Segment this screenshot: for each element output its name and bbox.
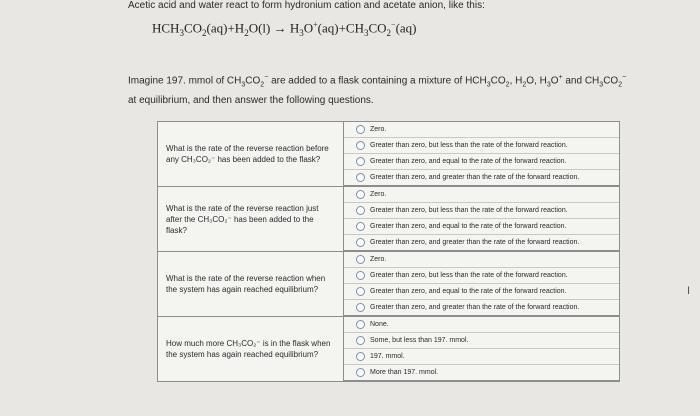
answer-option[interactable]: Greater than zero, and greater than the rate of the forward reaction. xyxy=(344,300,619,316)
question-row xyxy=(158,122,620,187)
question-text: What is the rate of the reverse reaction just after the CH₃CO₂⁻ has been added to the flask? xyxy=(158,187,344,252)
answer-option[interactable]: Zero. xyxy=(344,122,619,138)
radio-button-icon[interactable] xyxy=(356,141,365,150)
radio-button-icon[interactable] xyxy=(356,238,365,247)
radio-button-icon[interactable] xyxy=(356,368,365,377)
answer-option[interactable]: Greater than zero, but less than the rate of the forward reaction. xyxy=(344,203,619,219)
radio-button-icon[interactable] xyxy=(356,320,365,329)
radio-button-icon[interactable] xyxy=(356,157,365,166)
answer-options xyxy=(344,317,620,382)
questions-table xyxy=(157,121,620,382)
answer-option[interactable]: Some, but less than 197. mmol. xyxy=(344,333,619,349)
question-text: How much more CH₃CO₂⁻ is in the flask when the system has again reached equilibrium? xyxy=(158,317,344,382)
answer-option[interactable]: Greater than zero, but less than the rate of the forward reaction. xyxy=(344,268,619,284)
question-row xyxy=(158,187,620,252)
answer-option[interactable]: Zero. xyxy=(344,187,619,203)
answer-option[interactable]: Greater than zero, and equal to the rate of the forward reaction. xyxy=(344,284,619,300)
radio-button-icon[interactable] xyxy=(356,352,365,361)
radio-button-icon[interactable] xyxy=(356,255,365,264)
answer-option[interactable]: Greater than zero, and greater than the rate of the forward reaction. xyxy=(344,170,619,186)
answer-option[interactable]: Greater than zero, but less than the rate of the forward reaction. xyxy=(344,138,619,154)
answer-option[interactable]: Greater than zero, and equal to the rate of the forward reaction. xyxy=(344,154,619,170)
radio-button-icon[interactable] xyxy=(356,303,365,312)
question-text: What is the rate of the reverse reaction when the system has again reached equilibrium? xyxy=(158,252,344,317)
chemical-equation: $HCH_3CO_2(aq)+H_2O(l) \to H_3O^+(aq)+CH_3CO_2^-(aq)$ xyxy=(152,20,417,38)
answer-option[interactable]: More than 197. mmol. xyxy=(344,365,619,381)
answer-options xyxy=(344,252,620,317)
radio-button-icon[interactable] xyxy=(356,287,365,296)
answer-option[interactable]: 197. mmol. xyxy=(344,349,619,365)
radio-button-icon[interactable] xyxy=(356,222,365,231)
text-cursor-icon: I xyxy=(687,285,691,297)
radio-button-icon[interactable] xyxy=(356,336,365,345)
radio-button-icon[interactable] xyxy=(356,190,365,199)
answer-option[interactable]: Zero. xyxy=(344,252,619,268)
answer-options xyxy=(344,122,620,187)
answer-option[interactable]: None. xyxy=(344,317,619,333)
question-text: What is the rate of the reverse reaction before any CH₃CO₂⁻ has been added to the flask? xyxy=(158,122,344,187)
radio-button-icon[interactable] xyxy=(356,271,365,280)
intro-text: Acetic acid and water react to form hydronium cation and acetate anion, like this: xyxy=(128,0,485,11)
radio-button-icon[interactable] xyxy=(356,206,365,215)
question-row xyxy=(158,252,620,317)
answer-option[interactable]: Greater than zero, and greater than the rate of the forward reaction. xyxy=(344,235,619,251)
question-prompt: Imagine 197. mmol of $CH_3CO_2^-$ are added to a flask containing a mixture of $HCH_3CO_2$, $H_2O$, $H_3O^+$ and $CH_3CO_2^-$ at equilibrium, and then answer the following questions. xyxy=(128,74,627,107)
answer-options xyxy=(344,187,620,252)
radio-button-icon[interactable] xyxy=(356,125,365,134)
answer-option[interactable]: Greater than zero, and equal to the rate of the forward reaction. xyxy=(344,219,619,235)
question-row xyxy=(158,317,620,382)
radio-button-icon[interactable] xyxy=(356,173,365,182)
